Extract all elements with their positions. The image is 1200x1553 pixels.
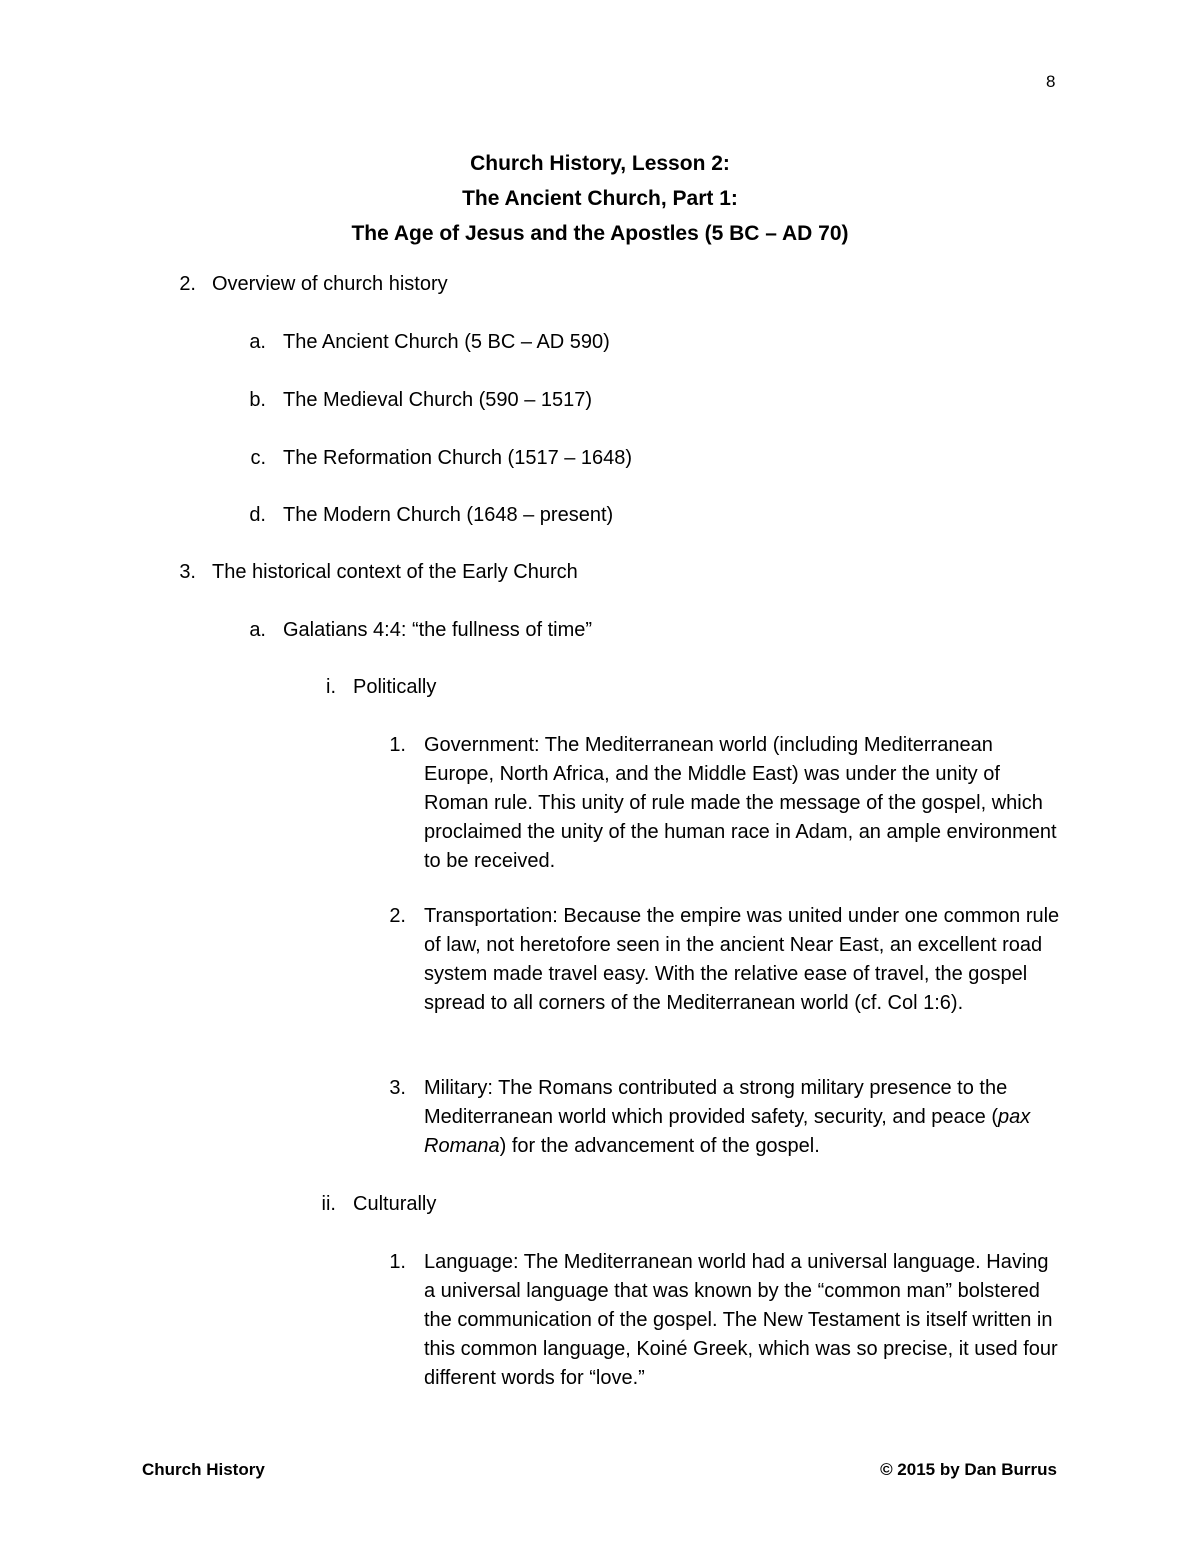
page-title: [0, 146, 1200, 251]
outline-marker: 1.: [389, 734, 406, 756]
list-item: The Modern Church (1648 – present): [283, 504, 614, 526]
title-line-1: Church History, Lesson 2:: [470, 152, 730, 175]
outline-marker: c.: [250, 447, 266, 469]
military-text-italic: pax Romana: [424, 1106, 1031, 1157]
military-text-before: Military: The Romans contributed a strong military presence to the Mediterranean world which provided safety, security, and peace (: [424, 1077, 1008, 1128]
outline-marker: a.: [249, 331, 266, 353]
outline-marker: 2.: [179, 273, 196, 295]
footer-left: Church History: [142, 1460, 265, 1479]
list-item: The Ancient Church (5 BC – AD 590): [283, 331, 610, 353]
outline-marker: 3.: [179, 561, 196, 583]
title-line-2: The Ancient Church, Part 1:: [462, 187, 738, 210]
list-item: The Medieval Church (590 – 1517): [283, 389, 593, 411]
list-item: The Reformation Church (1517 – 1648): [283, 447, 633, 469]
military-text-after: ) for the advancement of the gospel.: [499, 1135, 820, 1157]
outline-marker: ii.: [321, 1193, 336, 1215]
list-item: Galatians 4:4: “the fullness of time”: [283, 619, 593, 641]
outline-marker: 1.: [389, 1251, 406, 1273]
outline-marker: 3.: [389, 1077, 406, 1099]
page-number: 8: [1046, 72, 1056, 91]
outline-marker: 2.: [389, 905, 406, 927]
subsection-heading: Politically: [353, 676, 437, 698]
outline-marker: b.: [249, 389, 266, 411]
paragraph-military: [424, 1074, 1064, 1161]
subsection-heading: Culturally: [353, 1193, 437, 1215]
section-heading: The historical context of the Early Church: [212, 561, 578, 583]
section-heading: Overview of church history: [212, 273, 448, 295]
paragraph-language: Language: The Mediterranean world had a universal language. Having a universal language that was known by the “common man” bolstered the communication of the gospel. The New Testament is itself written in this common language, Koiné Greek, which was so precise, it used four different words for “love.”: [424, 1251, 1058, 1389]
outline-marker: d.: [249, 504, 266, 526]
outline-marker: i.: [326, 676, 336, 698]
title-line-3: The Age of Jesus and the Apostles (5 BC – AD 70): [351, 222, 849, 245]
paragraph-transportation: Transportation: Because the empire was united under one common rule of law, not heretofore seen in the ancient Near East, an excellent road system made travel easy. With the relative ease of travel, the gospel spread to all corners of the Mediterranean world (cf. Col 1:6).: [424, 905, 1060, 1014]
footer-right: © 2015 by Dan Burrus: [880, 1460, 1057, 1479]
paragraph-government: Government: The Mediterranean world (including Mediterranean Europe, North Africa, and the Middle East) was under the unity of Roman rule. This unity of rule made the message of the gospel, which proclaimed the unity of the human race in Adam, an ample environment to be received.: [424, 734, 1057, 872]
outline-marker: a.: [249, 619, 266, 641]
